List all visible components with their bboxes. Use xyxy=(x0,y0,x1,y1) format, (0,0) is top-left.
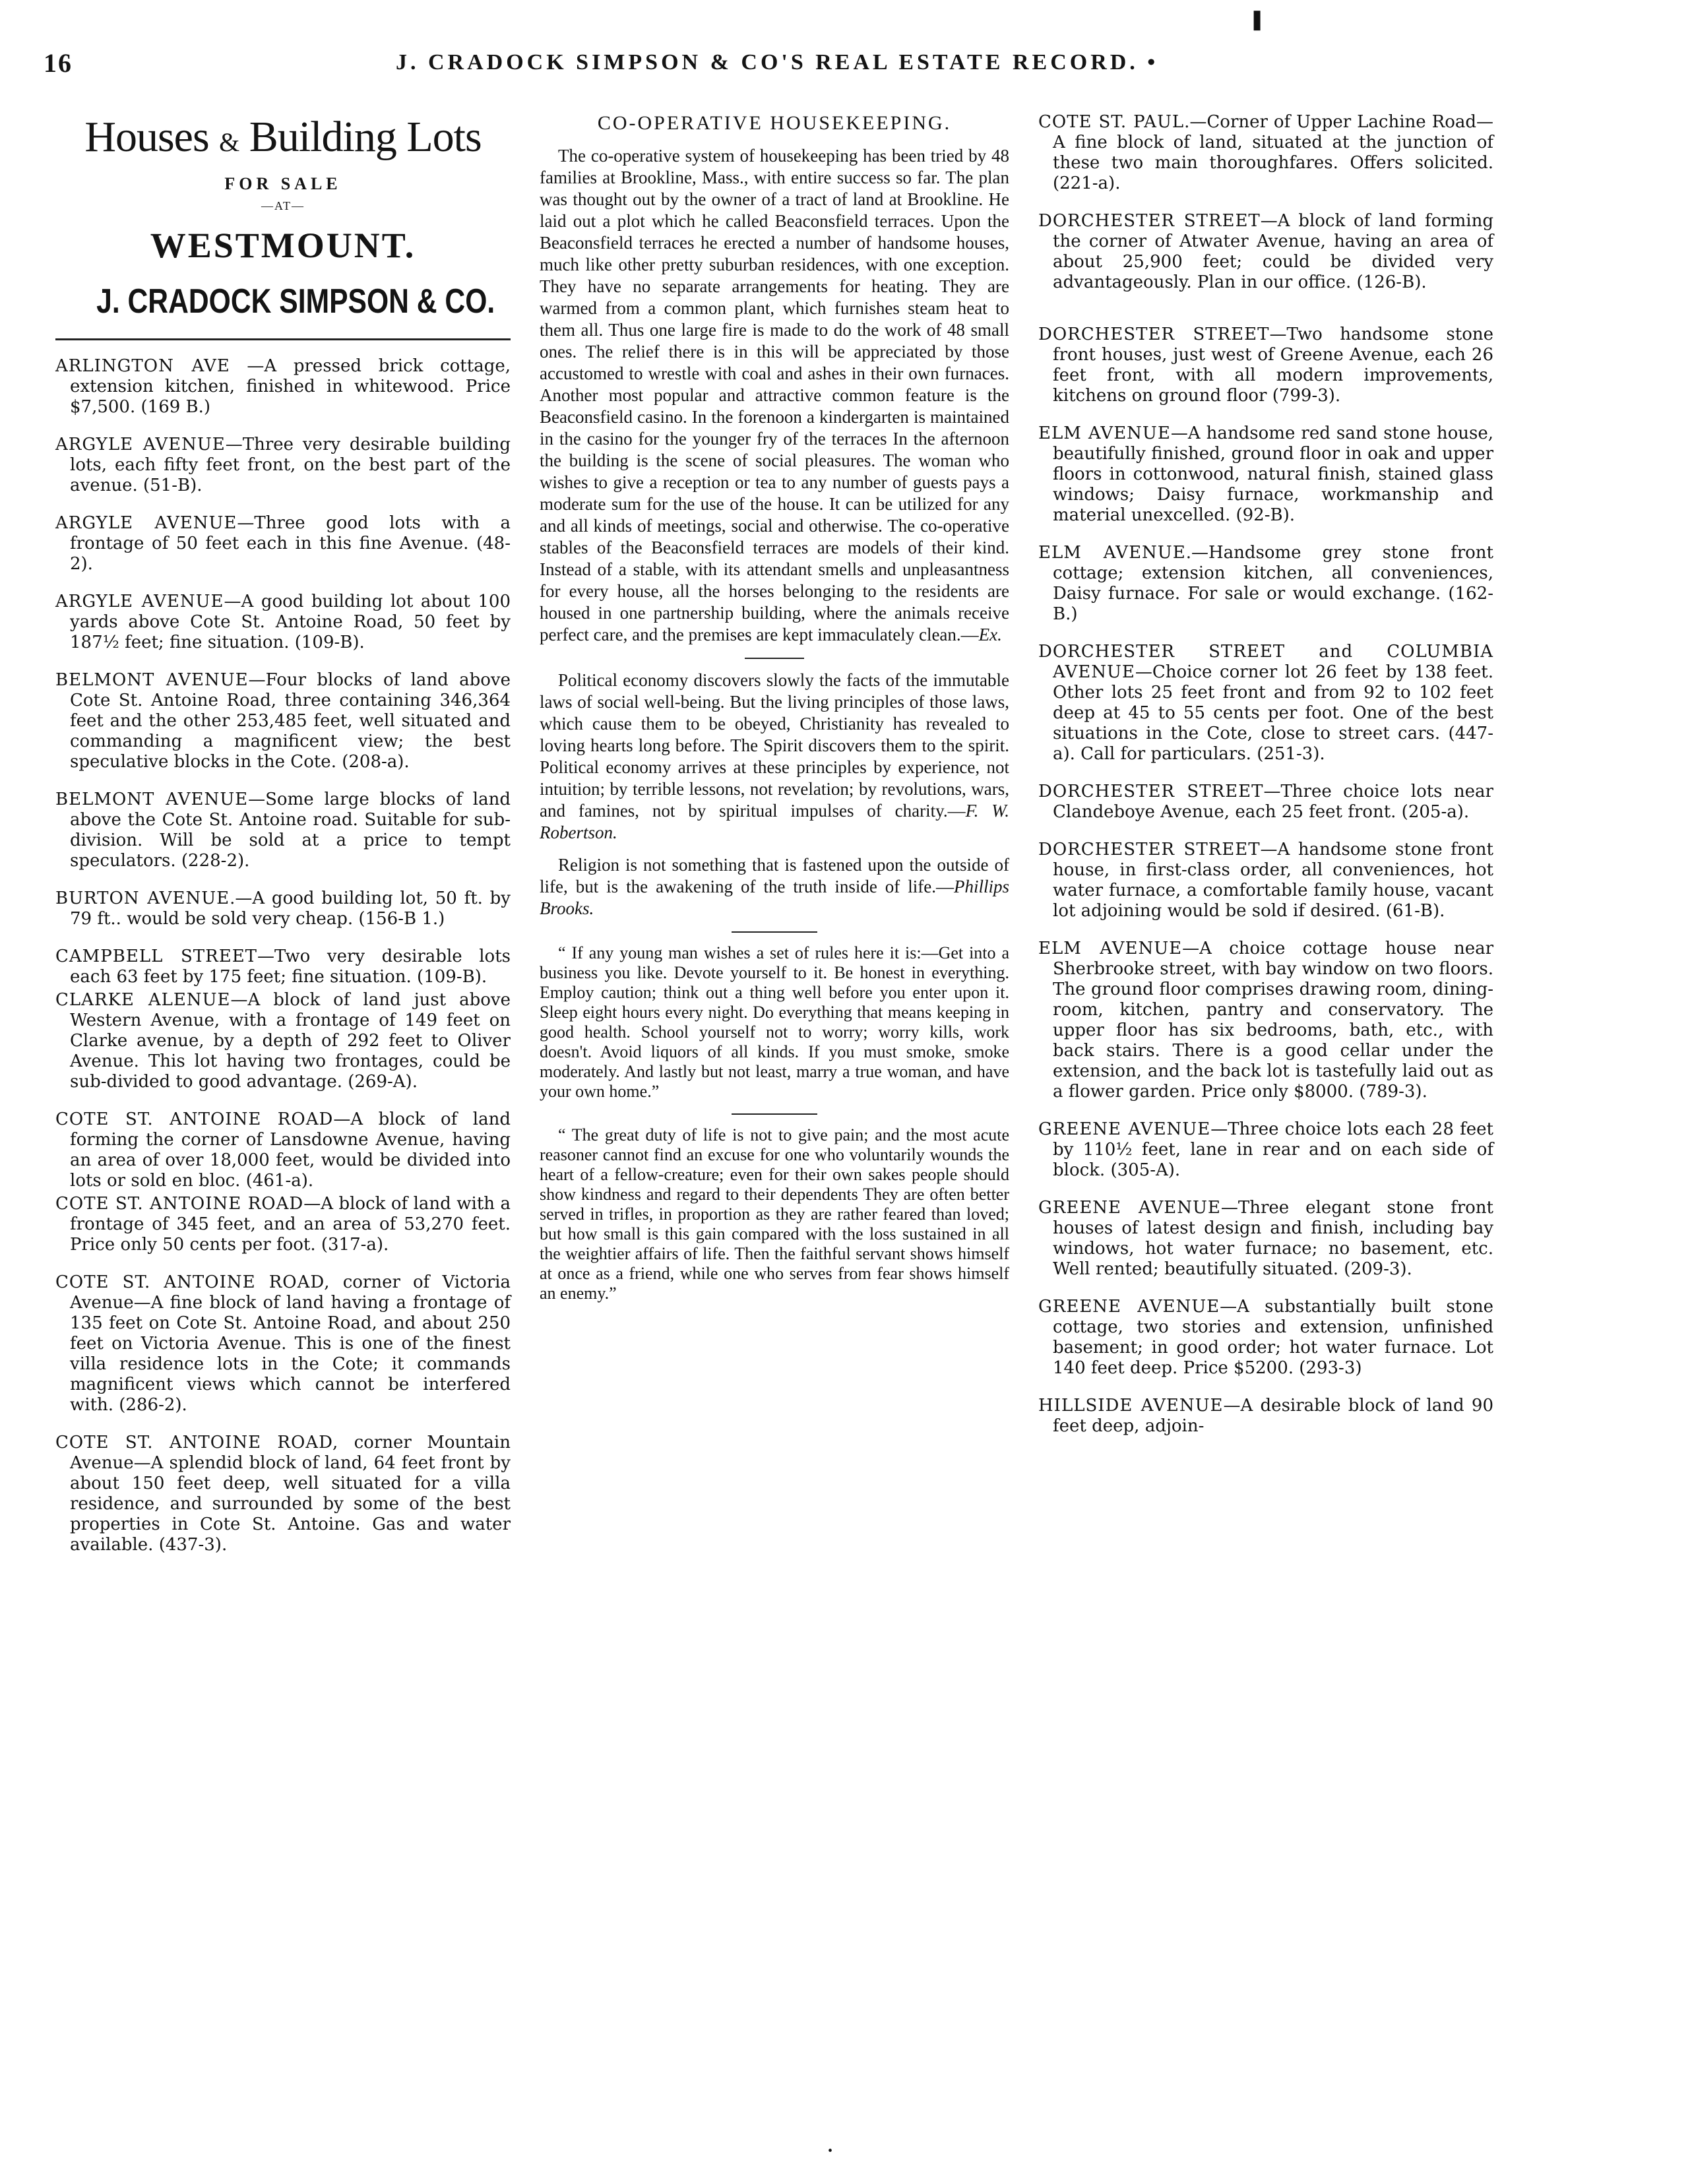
listing-text: .—A good building lot, 50 ft. by 79 ft.. would be sold very cheap. (156-B 1.) xyxy=(70,889,511,929)
listing-text: —Two very desirable lots each 63 feet by 175 feet; fine situation. (109-B). xyxy=(70,947,511,987)
listing-text: —Three elegant stone front houses of latest design and finish, including bay windows, hot water furnace; no basement, etc. Well rented; beautifully situated. (209-3). xyxy=(1053,1198,1493,1279)
listing-street: ARGYLE AVENUE xyxy=(55,435,226,454)
running-header xyxy=(0,47,1692,87)
ad-place: WESTMOUNT. xyxy=(150,226,416,265)
listing xyxy=(1038,840,1493,921)
listing xyxy=(55,1109,511,1191)
listing-street: ARGYLE AVENUE xyxy=(55,592,224,611)
listing-street: ARLINGTON AVE xyxy=(55,356,230,376)
listing-street: CAMPBELL STREET xyxy=(55,947,258,966)
listing xyxy=(55,1194,511,1255)
listing-street: DORCHESTER STREET xyxy=(1038,840,1261,859)
listing xyxy=(55,790,511,871)
listing-text: —A block of land forming the corner of Atwater Avenue, having an area of about 25,900 feet; could be divided very advantageously. Plan in our office. (126-B). xyxy=(1053,211,1494,292)
listing-text: —Choice corner lot 26 feet by 138 feet. Other lots 25 feet front and from 92 to 102 feet deep at 45 to 55 cents per foot. One of the best situations in the Cote, close to street cars. (447-a). Call for particulars. (251-3). xyxy=(1053,662,1493,764)
listing xyxy=(1038,1297,1493,1379)
ad-title-b: Building Lots xyxy=(249,113,482,161)
listing-street: ELM AVENUE xyxy=(1038,543,1186,563)
listing-street: BELMONT AVENUE xyxy=(55,790,249,809)
listing-text: —A block of land forming the corner of Lansdowne Avenue, having an area of over 18,000 feet, would be divided into lots or sold en bloc. (461-a). xyxy=(70,1109,511,1191)
listing-text: —Three very desirable building lots, each fifty feet front, on the best part of the avenue. (51-B). xyxy=(70,435,511,495)
listing-text: —A block of land with a frontage of 345 feet, and an area of 53,270 feet. Price only 50 cents per foot. (317-a). xyxy=(70,1194,511,1255)
listing xyxy=(55,990,511,1092)
ad-rule xyxy=(55,338,511,340)
divider xyxy=(732,1113,817,1115)
listing xyxy=(1038,939,1493,1102)
page-number: 16 xyxy=(44,48,73,78)
listing-street: COTE ST. ANTOINE ROAD, xyxy=(55,1272,330,1292)
paragraph-text: Religion is not something that is fastened upon the outside of life, but is the awakening of the truth inside of life.— xyxy=(540,855,1009,896)
listing-street: GREENE AVENUE xyxy=(1038,1297,1220,1317)
ad-firm-name: J. CRADOCK SIMPSON & CO. xyxy=(96,282,495,321)
listing xyxy=(1038,211,1493,293)
listing-text: corner Mountain Avenue—A splendid block of land, 64 feet front by about 150 feet deep, well situated for a villa residence, and surrounded by some of the best properties in Cote St. Antoine. Gas and water available. (437-3). xyxy=(70,1433,511,1555)
divider xyxy=(732,931,817,933)
listing-text: —Four blocks of land above Cote St. Antoine Road, three containing 346,364 feet and the other 253,485 feet, well situated and commanding a magnificent view; the best speculative blocks in the Cote. (208-a). xyxy=(70,670,511,772)
paragraph xyxy=(540,670,1009,844)
paragraph-attribution: F. W. Robertson. xyxy=(540,801,1009,842)
listing-text: —Three choice lots near Clandeboye Avenue, each 25 feet front. (205-a). xyxy=(1053,782,1493,822)
listing-street: BELMONT AVENUE xyxy=(55,670,249,690)
listing-text: —A choice cottage house near Sherbrooke street, with bay window on two floors. The ground floor comprises drawing room, dining-room, kitchen, pantry and conservatory. The upper floor has six bedrooms, bath, etc., with back stairs. There is a good cellar under the extension, and the back lot is tastefully laid out as a flower garden. Price only $8000. (789-3). xyxy=(1053,939,1494,1102)
listing xyxy=(1038,423,1493,526)
listing-street: COTE ST. ANTOINE ROAD xyxy=(55,1109,334,1129)
listing xyxy=(1038,782,1493,823)
listing xyxy=(55,1433,511,1555)
listing-street: ELM AVENUE xyxy=(1038,939,1183,958)
ad-title-a: Houses xyxy=(84,113,209,161)
quotation: “ The great duty of life is not to give pain; and the most acute reasoner cannot find an excuse for one who voluntarily wounds the heart of a fellow-creature; even for their own sakes people should show kindness and regard to their dependents They are often better served in trifles, in proportion as they are rather feared than loved; but how small is this gain compared with the loss sustained in all the weightier affairs of life. Then the faithful servant shows himself at once as a friend, while one who serves from fear shows himself an enemy.” xyxy=(540,1125,1009,1303)
listing-street: DORCHESTER STREET and COLUMBIA AVENUE xyxy=(1038,642,1493,682)
listing-street: GREENE AVENUE xyxy=(1038,1119,1211,1139)
listing-text: —A handsome stone front house, in first-class order, all conveniences, hot water furnace, a comfortable family house, vacant lot adjoining would be sold if desired. (61-B). xyxy=(1053,840,1494,921)
listing xyxy=(55,947,511,987)
column-middle xyxy=(540,112,1009,1309)
listing-street: HILLSIDE AVENUE xyxy=(1038,1396,1224,1416)
listing-street: CLARKE ALENUE xyxy=(55,990,231,1010)
column-right xyxy=(1038,112,1493,1454)
listing xyxy=(1038,112,1493,194)
ad-at: —AT— xyxy=(261,199,305,212)
listing xyxy=(1038,325,1493,406)
listing-street: BURTON AVENUE xyxy=(55,889,230,908)
listing xyxy=(1038,1396,1493,1437)
paragraph-text: Political economy discovers slowly the facts of the immutable laws of social well-being. But the living principles of those laws, which cause them to be obeyed, Christianity has revealed to loving hearts long before. The Spirit discovers them to the spirit. Political economy arrives at these principles by experience, not intuition; by terrible lessons, not revelation; by revolutions, wars, and famines, not by spiritual impulses of charity.— xyxy=(540,670,1009,821)
listing-street: DORCHESTER STREET xyxy=(1038,211,1261,231)
listing-text: —A pressed brick cottage, extension kitchen, finished in whitewood. Price $7,500. (169 B.) xyxy=(70,356,511,417)
listing-text: —A desirable block of land 90 feet deep, adjoin- xyxy=(1053,1396,1493,1436)
listing-text: —Three choice lots each 28 feet by 110½ feet, lane in rear and on each side of block. (305-A). xyxy=(1053,1119,1493,1180)
listing-street: DORCHESTER STREET xyxy=(1038,782,1264,801)
listing xyxy=(55,592,511,653)
listing-street: ELM AVENUE xyxy=(1038,423,1171,443)
ad-title xyxy=(55,112,511,162)
listing-street: COTE ST. PAUL xyxy=(1038,112,1185,132)
column-left xyxy=(55,112,511,1573)
listing-street: COTE ST. ANTOINE ROAD xyxy=(55,1194,304,1214)
listing-text: .—Handsome grey stone front cottage; extension kitchen, all conveniences, Daisy furnace. For sale or would exchange. (162-B.) xyxy=(1053,543,1493,624)
listing-text: —Some large blocks of land above the Cote St. Antoine road. Suitable for sub-division. Will be sold at a price to tempt speculators. (228-2). xyxy=(70,790,511,871)
ad-for-sale: FOR SALE xyxy=(224,174,342,193)
listing-text: —A substantially built stone cottage, two stories and extension, unfinished basement; in good order; hot water furnace. Lot 140 feet deep. Price $5200. (293-3) xyxy=(1053,1297,1493,1378)
listing xyxy=(55,435,511,496)
paragraph xyxy=(540,854,1009,920)
listing xyxy=(1038,543,1493,625)
listing-street: DORCHESTER STREET xyxy=(1038,325,1270,344)
running-head: J. CRADOCK SIMPSON & CO'S REAL ESTATE RECORD. • xyxy=(396,50,1159,75)
article-title: CO-OPERATIVE HOUSEKEEPING. xyxy=(597,112,952,134)
listing-street: COTE ST. ANTOINE ROAD, xyxy=(55,1433,339,1452)
listing-street: ARGYLE AVENUE xyxy=(55,513,237,533)
listing-text: —A good building lot about 100 yards above Cote St. Antoine Road, 50 feet by 187½ feet; fine situation. (109-B). xyxy=(70,592,511,652)
listing xyxy=(55,356,511,418)
listing xyxy=(1038,1119,1493,1181)
listing xyxy=(55,889,511,929)
listing xyxy=(55,1272,511,1416)
listing xyxy=(1038,642,1493,764)
ink-dot: • xyxy=(828,2144,833,2158)
listing-text: corner of Victoria Avenue—A fine block of land having a frontage of 135 feet on Cote St. Antoine Road, and about 250 feet on Victoria Avenue. This is one of the finest villa residence lots in the Cote; it commands magnificent views which cannot be interfered with. (286-2). xyxy=(70,1272,511,1415)
listing-street: GREENE AVENUE xyxy=(1038,1198,1221,1218)
quotation: “ If any young man wishes a set of rules here it is:—Get into a business you like. Devote yourself to it. Be honest in everything. Employ caution; think out a thing well before you enter upon it. Sleep eight hours every night. Do everything that means keeping in good health. School yourself not to worry; worry kills, work doesn't. Avoid liquors of all kinds. If you must smoke, smoke moderately. And lastly but not least, marry a true woman, and have your own home.” xyxy=(540,943,1009,1101)
article-source: Ex. xyxy=(978,625,1002,644)
listing-text: —Two handsome stone front houses, just west of Greene Avenue, each 26 feet front, with all modern improvements, kitchens on ground floor (799-3). xyxy=(1053,325,1493,406)
listing-text: —A handsome red sand stone house, beautifully finished, ground floor in oak and upper floors in cottonwood, natural finish, stained glass windows; Daisy furnace, workmanship and material unexcelled. (92-B). xyxy=(1053,423,1493,525)
divider xyxy=(745,658,804,659)
article-text: The co-operative system of housekeeping has been tried by 48 families at Brookline, Mass., with entire success so far. The plan was thought out by the owner of a tract of land at Brookline. He laid out a plot which he called Beaconsfield terraces. Upon the Beaconsfield terraces he erected a number of handsome houses, much like other pretty suburban residences, with one exception. They have no separate arrangements for heating. They are warmed from a common plant, which furnishes steam heat to them all. Thus one large fire is made to do the work of 48 small ones. The relief there is in this will be appreciated by those accustomed to wrestle with coal and ashes in their own furnaces. Another most popular and attractive common feature is the Beaconsfield casino. In the forenoon a kindergarten is maintained in the casino for the younger fry of the terraces In the afternoon the building is the scene of social pleasures. The woman who wishes to give a reception or tea to any number of guests pays a moderate sum for the use of the house. It can be utilized for any and all kinds of meetings, social and otherwise. The co-operative stables of the Beaconsfield terraces are models of their kind. Instead of a stable, with its attendant smells and unpleasantness for every house, all the horses belonging to the residents are housed in one partnership building, where the animals receive perfect care, and the premises are kept immaculately clean.— xyxy=(540,146,1009,644)
listing-text: —Three good lots with a frontage of 50 feet each in this fine Avenue. (48-2). xyxy=(70,513,511,574)
paragraph-attribution: Phillips Brooks. xyxy=(540,877,1009,918)
listing xyxy=(55,513,511,575)
listing xyxy=(1038,1198,1493,1280)
listing-text: .—Corner of Upper Lachine Road—A fine block of land, situated at the junction of these two main thoroughfares. Offers solicited. (221-a). xyxy=(1053,112,1494,193)
article-body xyxy=(540,145,1009,646)
listing xyxy=(55,670,511,772)
ink-speck: ❚ xyxy=(1249,9,1266,30)
ad-title-amp: & xyxy=(219,127,239,157)
listing-text: —A block of land just above Western Avenue, with a frontage of 149 feet on Clarke avenue, by a depth of 292 feet to Oliver Avenue. This lot having two frontages, could be sub-divided to good advantage. (269-A). xyxy=(70,990,511,1092)
